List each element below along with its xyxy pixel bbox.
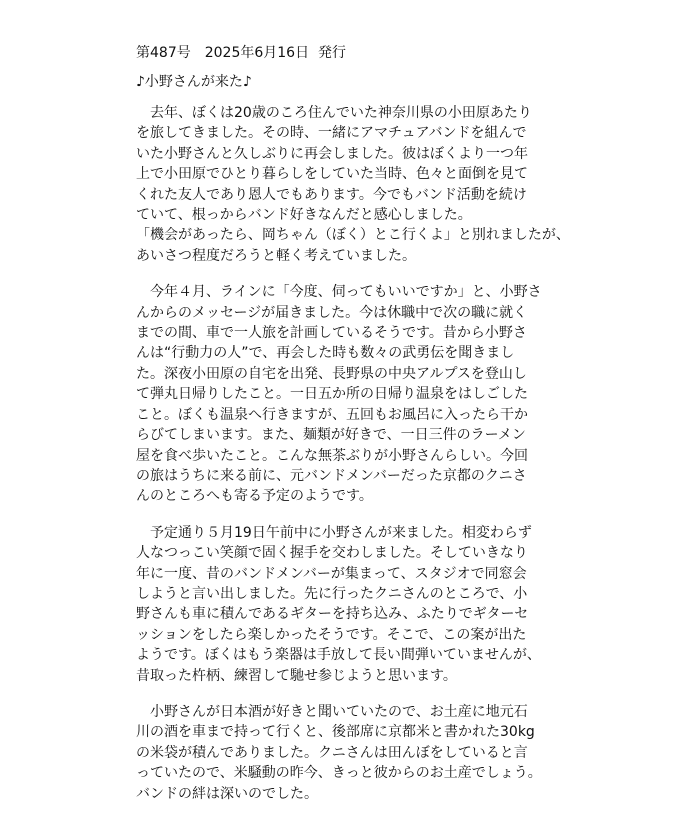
paragraph-line: 人なつっこい笑顔で固く握手を交わしました。そしていきなり [136, 545, 528, 562]
paragraph-line: いた小野さんと久しぶりに再会しました。彼はぼくより一つ年 [136, 145, 528, 162]
newsletter-page [136, 43, 584, 820]
paragraph-line: ようです。ぼくはもう楽器は手放して長い間弾いていませんが、 [136, 647, 541, 664]
paragraph-line: の米袋が積んでありました。クニさんは田んぼをしていると言 [136, 744, 528, 761]
paragraph-line: くれた友人であり恩人でもあります。今でもバンド活動を続け [136, 186, 527, 203]
article-paragraph [136, 523, 584, 686]
paragraph-line: 予定通り５月19日午前中に小野さんが来ました。相変わらず [150, 524, 532, 541]
paragraph-line: 小野さんが日本酒が好きと聞いていたので、お土産に地元石 [150, 703, 528, 720]
paragraph-line: んからのメッセージが届きました。今は休職中で次の職に就く [136, 304, 528, 321]
paragraph-line: んのところへも寄る予定のようです。 [136, 488, 373, 505]
paragraph-line: 昔取った杵柄、練習して馳せ参じようと思います。 [136, 667, 457, 684]
paragraph-line: て弾丸日帰りしたこと。一日五か所の日帰り温泉をはしごした [136, 386, 528, 403]
paragraph-line: 今年４月、ラインに「今度、伺ってもいいですか」と、小野さ [150, 284, 542, 301]
paragraph-line: こと。ぼくも温泉へ行きますが、五回もお風呂に入ったら干か [136, 406, 528, 423]
paragraph-line: ッションをしたら楽しかったそうです。そこで、この案が出た [136, 626, 527, 643]
paragraph-line: 「機会があったら、岡ちゃん（ぼく）とこ行くよ」と別れましたが、 [136, 227, 570, 244]
issue-masthead: 第487号 2025年6月16日 発行 [136, 45, 346, 61]
paragraph-line: の旅はうちに来る前に、元バンドメンバーだった京都のクニさ [136, 467, 527, 484]
article-paragraph [136, 282, 584, 506]
paragraph-line: を旅してきました。その時、一緒にアマチュアバンドを組んで [136, 125, 527, 142]
paragraph-line: 年に一度、昔のバンドメンバーが集まって、スタジオで同窓会 [136, 565, 527, 582]
paragraph-line: バンドの絆は深いのでした。 [136, 785, 318, 802]
paragraph-line: 屋を食べ歩いたこと。こんな無茶ぶりが小野さんらしい。今回 [136, 447, 528, 464]
paragraph-line: しようと言い出しました。先に行ったクニさんのところで、小 [136, 585, 528, 602]
paragraph-line: までの間、車で一人旅を計画しているそうです。昔から小野さ [136, 325, 527, 342]
paragraph-line: 去年、ぼくは20歳のころ住んでいた神奈川県の小田原あたり [150, 105, 532, 121]
paragraph-line: らびてしまいます。また、麺類が好きで、一日三件のラーメン [136, 427, 526, 444]
paragraph-line: んは“行動力の人”で、再会した時も数々の武勇伝を聞きまし [136, 345, 515, 362]
article-paragraph [136, 103, 584, 266]
article-title: ♪小野さんが来た♪ [136, 74, 252, 90]
article-body [136, 103, 584, 804]
article-paragraph [136, 702, 584, 804]
paragraph-line: 野さんも車に積んであるギターを持ち込み、ふたりでギターセ [136, 606, 529, 623]
paragraph-line: 川の酒を車まで持って行くと、後部席に京都米と書かれた30kg [136, 724, 535, 741]
paragraph-line: 上で小田原でひとり暮らしをしていた当時、色々と面倒を見て [136, 166, 528, 183]
paragraph-line: ていて、根っからバンド好きなんだと感心しました。 [136, 207, 472, 224]
paragraph-line: た。深夜小田原の自宅を出発、長野県の中央アルプスを登山し [136, 365, 527, 382]
paragraph-line: っていたので、米騒動の昨今、きっと彼からのお土産でしょう。 [136, 765, 542, 782]
paragraph-line: あいさつ程度だろうと軽く考えていました。 [136, 247, 416, 264]
